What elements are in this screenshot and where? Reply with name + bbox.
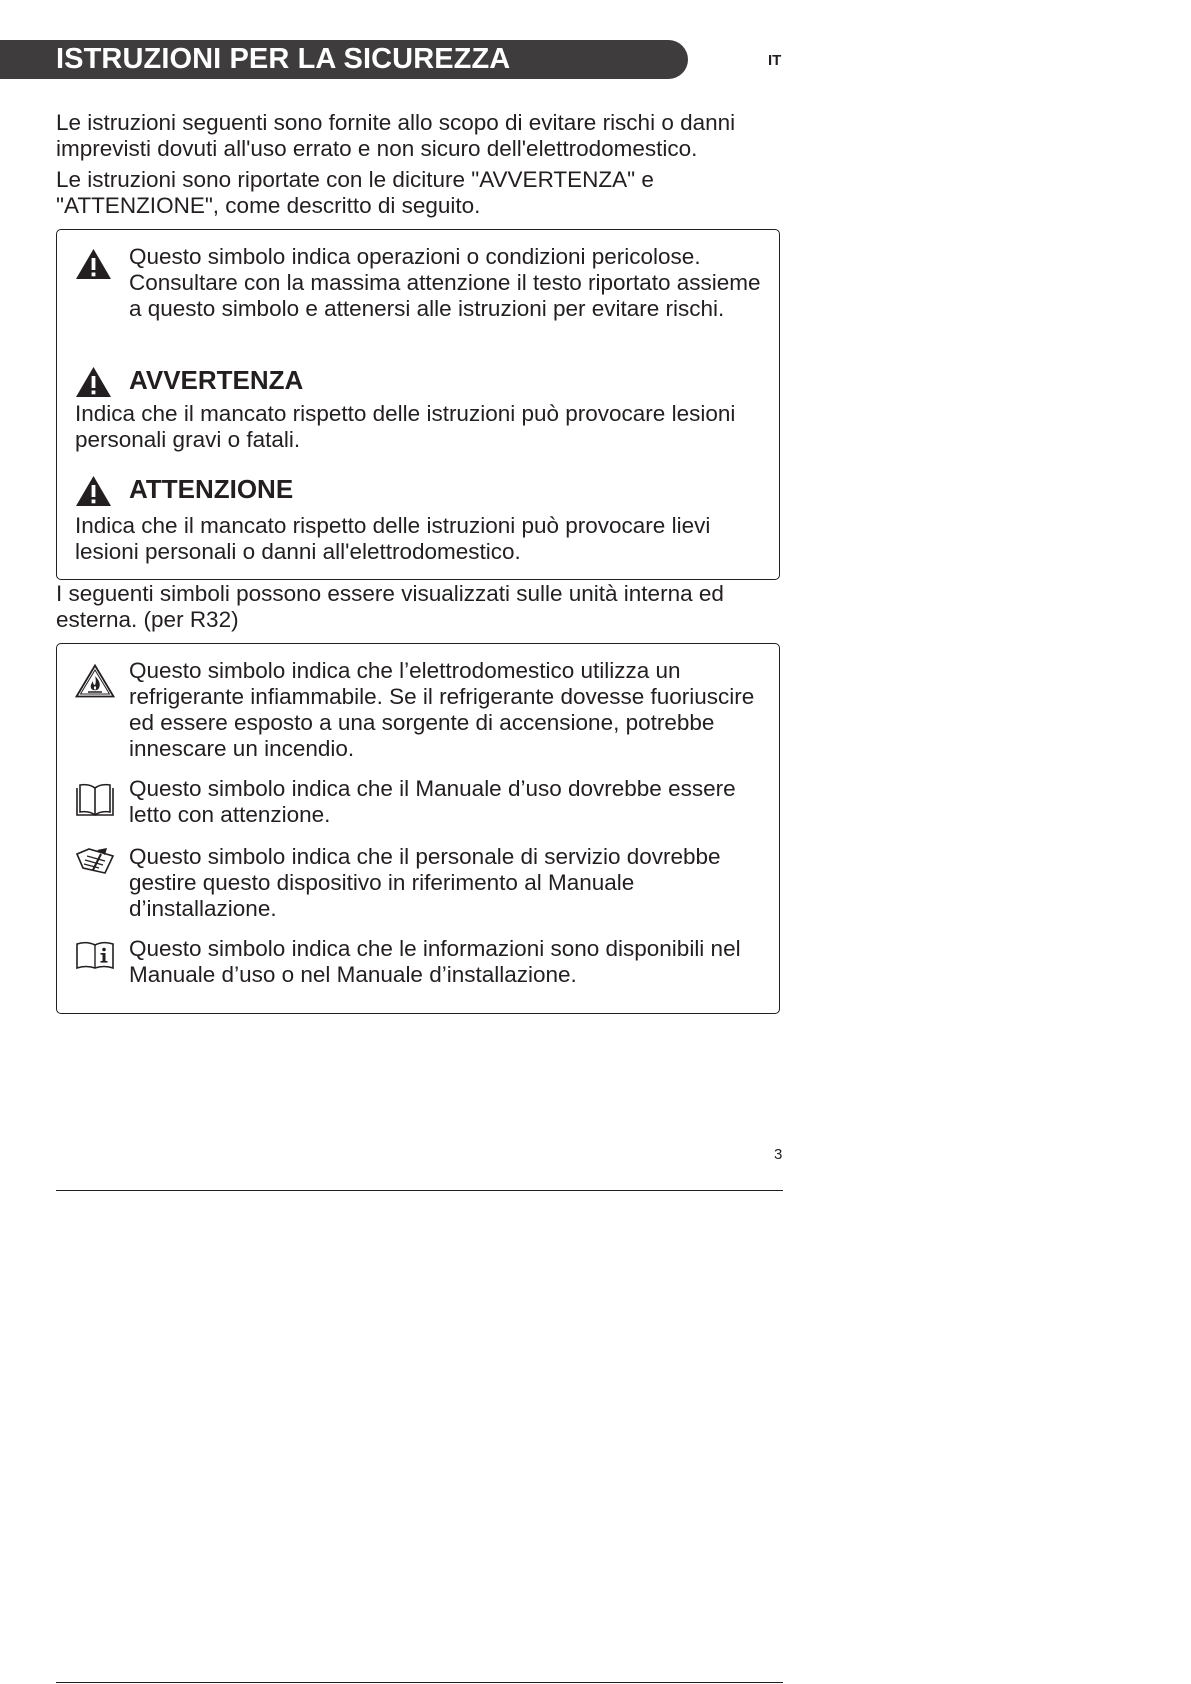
flammable-icon [75,664,115,698]
language-code: IT [768,52,782,69]
intro-paragraph-1: Le istruzioni seguenti sono fornite allo scopo di evitare rischi o danni imprevisti dovuti all'uso errato e non sicuro dell'elettrodomestico. [56,110,736,161]
caution-triangle-icon [75,475,112,507]
intro-paragraph-2: Le istruzioni sono riportate con le diciture "AVVERTENZA" e "ATTENZIONE", come descritto di seguito. [56,167,654,218]
information-available-description: Questo simbolo indica che le informazioni sono disponibili nel Manuale d’uso o nel Manuale d’installazione. [129,936,741,987]
footer-divider [56,1190,783,1191]
info-manual-icon [75,940,115,970]
caution-description: Indica che il mancato rispetto delle istruzioni può provocare lievi lesioni personali o danni all'elettrodomestico. [75,513,711,564]
flammable-refrigerant-description: Questo simbolo indica che l’elettrodomestico utilizza un refrigerante infiammabile. Se il refrigerante dovesse fuoriuscire ed essere esposto a una sorgente di accensione, potrebbe innescare un incendio. [129,658,755,761]
warning-heading: AVVERTENZA [129,365,304,395]
caution-heading: ATTENZIONE [129,474,294,504]
page-title: ISTRUZIONI PER LA SICUREZZA [56,43,511,75]
symbols-intro: I seguenti simboli possono essere visualizzati sulle unità interna ed esterna. (per R32) [56,581,724,632]
service-manual-icon [75,846,115,876]
page-number: 3 [774,1146,783,1163]
section-header [0,40,688,79]
symbols-box [56,643,780,1014]
warning-description: Indica che il mancato rispetto delle istruzioni può provocare lesioni personali gravi o fatali. [75,401,736,452]
warning-triangle-icon [75,366,112,398]
warning-box [56,229,780,580]
bottom-divider [56,1682,783,1683]
service-personnel-description: Questo simbolo indica che il personale di servizio dovrebbe gestire questo dispositivo in riferimento al Manuale d’installazione. [129,844,721,921]
warning-triangle-icon [75,248,112,280]
hazard-symbol-description: Questo simbolo indica operazioni o condizioni pericolose. Consultare con la massima attenzione il testo riportato assieme a questo simbolo e attenersi alle istruzioni per evitare rischi. [129,244,761,321]
read-manual-description: Questo simbolo indica che il Manuale d’uso dovrebbe essere letto con attenzione. [129,776,736,827]
manual-book-icon [75,782,115,818]
